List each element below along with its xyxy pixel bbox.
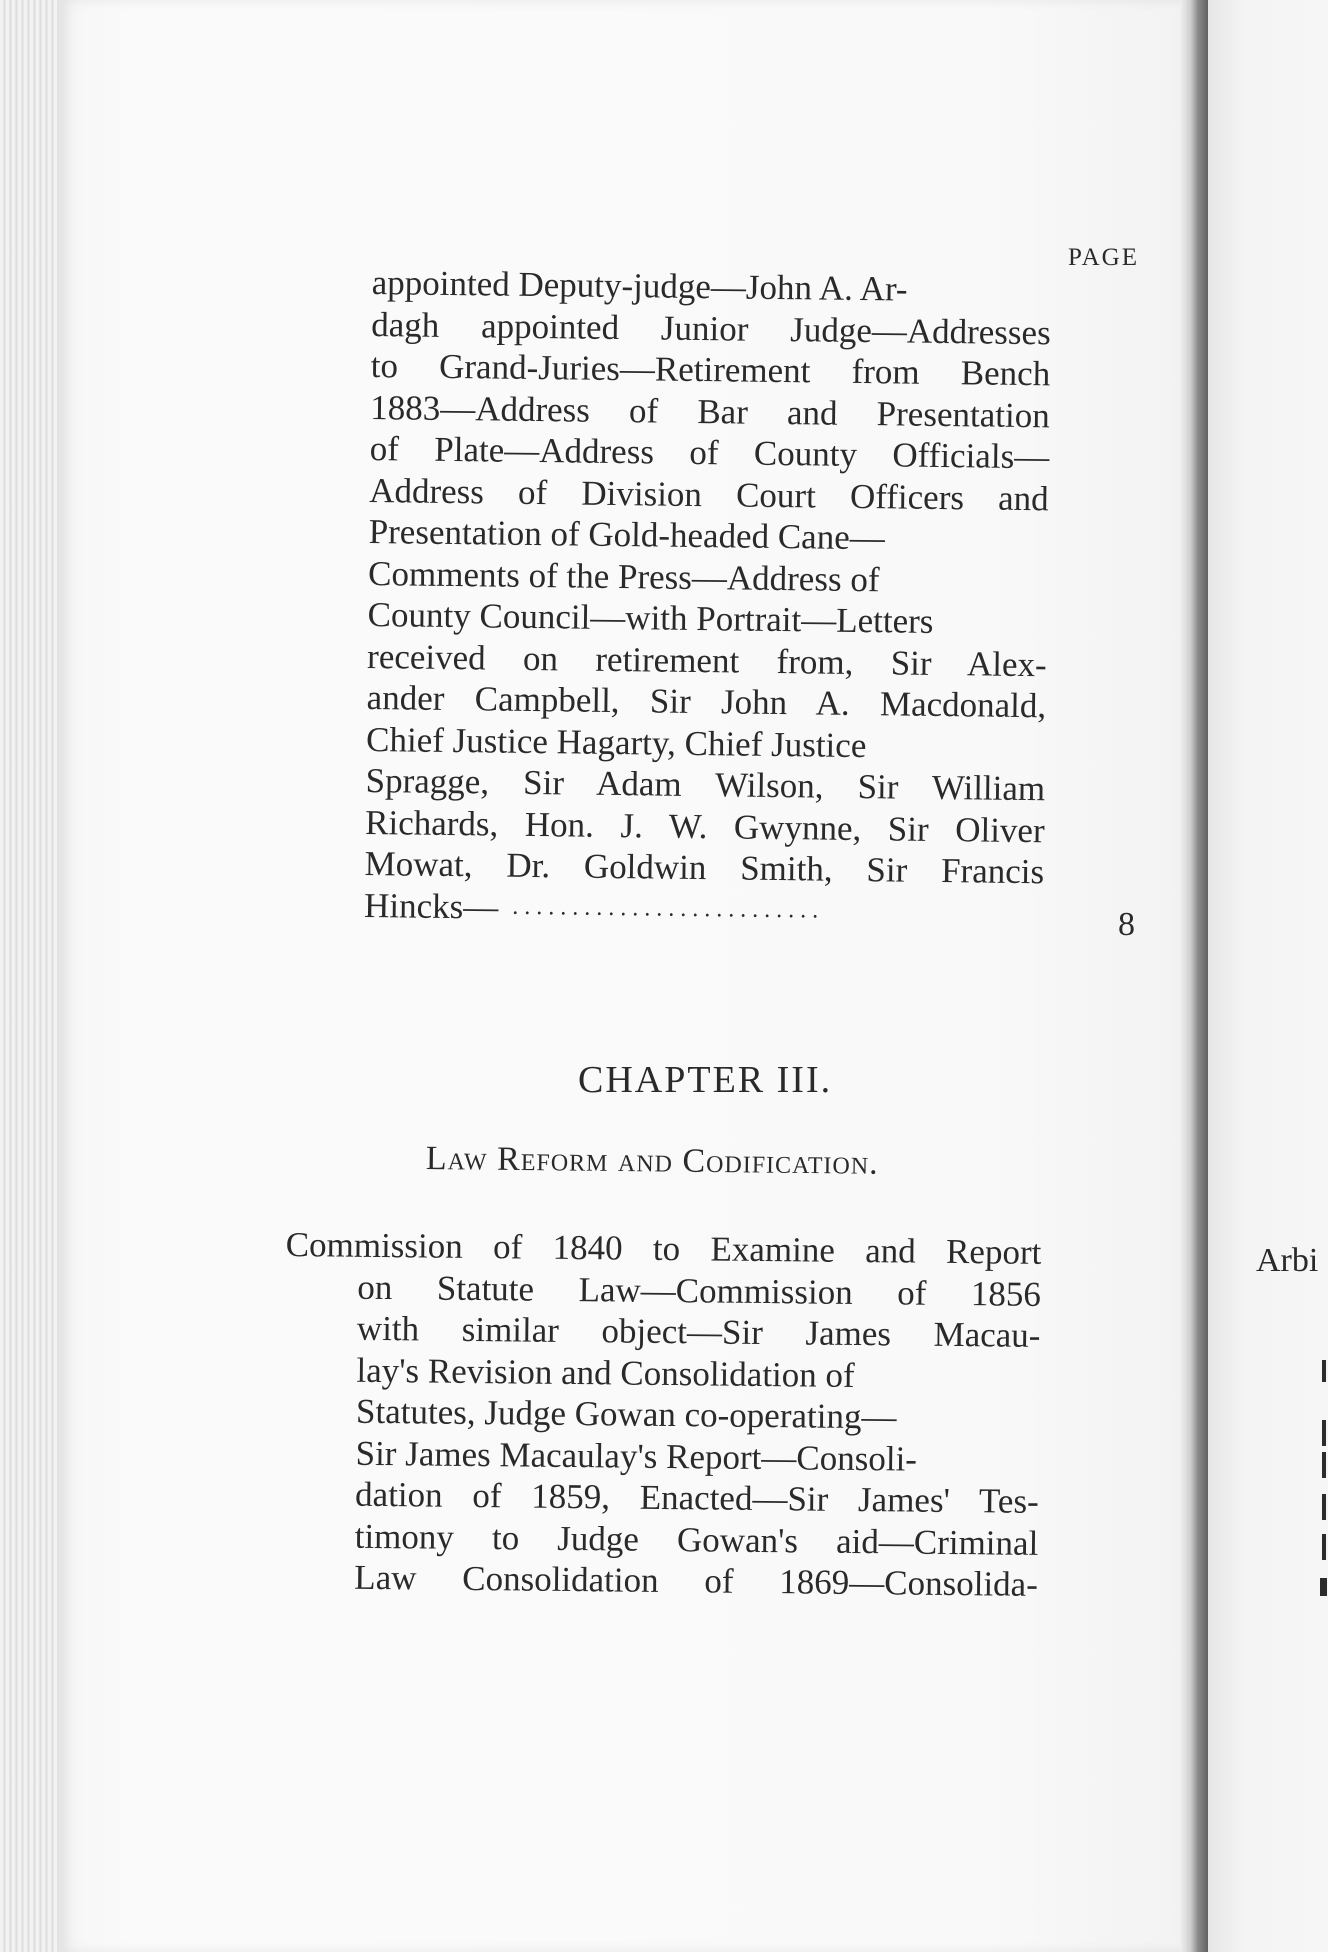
facing-page-glyph-fragment — [1322, 1534, 1326, 1560]
facing-page-word: Arbi — [1256, 1242, 1319, 1279]
entry-line-text: County Council—with Portrait—Letters — [367, 594, 934, 641]
entry-line-text: Richards, Hon. J. W. Gwynne, Sir Oliver — [364, 802, 1045, 850]
entry-line-text: Statutes, Judge Gowan co-operating— — [355, 1391, 897, 1437]
entry-line-text: to Grand-Juries—Retirement from Bench — [370, 345, 1051, 394]
page-number: 8 — [1118, 906, 1135, 943]
entry-line-text: with similar object—Sir James Macau- — [356, 1308, 1041, 1355]
entry-line-text: 1883—Address of Bar and Presentation — [369, 387, 1050, 435]
contents-entry-2 — [282, 1224, 1042, 1605]
entry-line-text: received on retirement from, Sir Alex- — [366, 636, 1047, 684]
facing-page-glyph-fragment — [1322, 1360, 1326, 1382]
chapter-title: CHAPTER III. — [578, 1059, 833, 1101]
entry-line-text: Address of Division Court Officers and — [368, 470, 1049, 518]
entry-line-text: appointed Deputy-judge—John A. Ar- — [371, 262, 908, 309]
entry-line-text: lay's Revision and Consolidation of — [356, 1350, 855, 1395]
entry-line-text: Sir James Macaulay's Report—Consoli- — [355, 1433, 918, 1479]
entry-line-text: Hincks— — [363, 885, 499, 927]
entry-line-text: dation of 1859, Enacted—Sir James' Tes- — [354, 1474, 1039, 1521]
entry-line-text: Comments of the Press—Address of — [367, 553, 880, 599]
contents-entry-1 — [364, 262, 1052, 934]
facing-page-glyph-fragment — [1322, 1452, 1326, 1478]
entry-line-text: ander Campbell, Sir John A. Macdonald, — [366, 677, 1047, 726]
facing-page-glyph-fragment — [1320, 1578, 1327, 1596]
facing-page — [1208, 0, 1328, 1952]
leader-dots: .......................... — [512, 893, 825, 924]
book-gutter — [1180, 0, 1210, 1952]
entry-line-text: Commission of 1840 to Examine and Report — [285, 1225, 1042, 1272]
entry-line-text: Law Consolidation of 1869—Consolida- — [354, 1557, 1039, 1604]
entry-line — [282, 1556, 1038, 1605]
entry-line-text: of Plate—Address of County Officials— — [369, 428, 1050, 477]
facing-page-glyph-fragment — [1322, 1494, 1326, 1520]
entry-line-text: timony to Judge Gowan's aid—Criminal — [354, 1516, 1039, 1563]
entry-line-text: dagh appointed Junior Judge—Addresses — [371, 304, 1051, 352]
entry-line-text: Spragge, Sir Adam Wilson, Sir William — [365, 760, 1046, 809]
entry-line-text: Presentation of Gold-headed Cane— — [368, 511, 886, 558]
entry-line-text: Mowat, Dr. Goldwin Smith, Sir Francis — [364, 843, 1045, 892]
entry-last-line — [364, 884, 1044, 934]
page-column-label: PAGE — [1068, 244, 1139, 271]
facing-page-glyph-fragment — [1322, 1420, 1326, 1446]
entry-line-text: on Statute Law—Commission of 1856 — [357, 1267, 1042, 1314]
entry-line-text: Chief Justice Hagarty, Chief Justice — [365, 719, 867, 765]
chapter-subtitle: Law Reform and Codification. — [425, 1140, 879, 1182]
